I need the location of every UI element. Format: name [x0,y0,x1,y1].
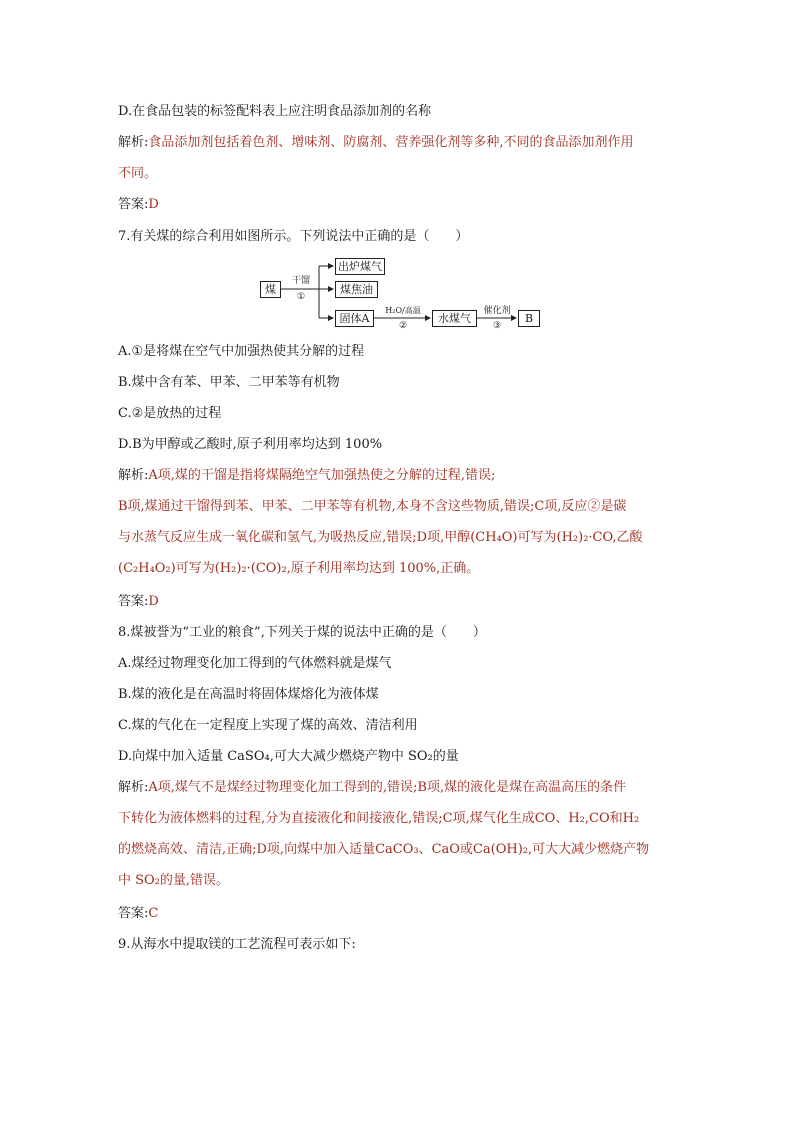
q8-option-a: A.煤经过物理变化加工得到的气体燃料就是煤气 [118,656,392,671]
step3-label: 催化剂 [483,306,511,316]
q6-analysis-line-1 [118,134,634,152]
q7-answer-value: D [148,594,159,609]
q7-option-b: B.煤中含有苯、甲苯、二甲苯等有机物 [118,375,340,390]
step1-label: 干馏 [291,276,310,286]
q7-option-d: D.B为甲醇或乙酸时,原子利用率均达到 100% [118,437,383,452]
q8-option-b: B.煤的液化是在高温时将固体煤熔化为液体煤 [118,687,379,702]
q6-answer [118,196,159,214]
q8-option-c: C.煤的气化在一定程度上实现了煤的高效、清洁利用 [118,718,418,733]
q8-stem: 8.煤被誉为“工业的粮食”,下列关于煤的说法中正确的是（ ） [118,625,486,640]
out-gas-box: 出炉煤气 [335,258,385,275]
water-gas-box: 水煤气 [432,310,477,327]
q8-analysis-line-1 [118,779,626,797]
q7-analysis-line-1 [118,467,495,485]
analysis-label: 解析: [118,468,149,483]
coal-box: 煤 [260,281,281,298]
q8-answer [118,905,158,923]
q7-analysis-line-2: B项,煤通过干馏得到苯、甲苯、二甲苯等有机物,本身不含这些物质,错误;C项,反应②是碳 [118,499,627,514]
q7-answer [118,593,159,611]
step3-number: ③ [492,321,502,331]
q8-analysis-text-1: A项,煤气不是煤经过物理变化加工得到的,错误;B项,煤的液化是煤在高温高压的条件 [148,780,627,795]
coal-tar-box: 煤焦油 [335,281,378,298]
solid-a-box: 固体A [335,310,374,327]
analysis-label: 解析: [118,135,149,150]
q7-analysis-text-1: A项,煤的干馏是指将煤隔绝空气加强热使之分解的过程,错误; [148,468,496,483]
answer-label: 答案: [118,594,149,609]
q7-analysis-line-4: (C₂H₄O₂)可写为(H₂)₂·(CO)₂,原子利用率均达到 100%,正确。 [118,561,480,576]
q7-option-a: A.①是将煤在空气中加强热使其分解的过程 [118,344,365,359]
q8-analysis-line-3: 的燃烧高效、清洁,正确;D项,向煤中加入适量CaCO₃、CaO或Ca(OH)₂,可大大减少燃烧产物 [118,842,650,857]
q8-analysis-line-4: 中 SO₂的量,错误。 [118,873,230,888]
analysis-label: 解析: [118,780,149,795]
q6-analysis-text-1: 食品添加剂包括着色剂、增味剂、防腐剂、营养强化剂等多种,不同的食品添加剂作用 [148,135,634,150]
step2-label: H₂O/高温 [385,306,421,315]
q6-answer-value: D [148,197,159,212]
answer-label: 答案: [118,197,149,212]
q7-analysis-line-3: 与水蒸气反应生成一氧化碳和氢气,为吸热反应,错误;D项,甲醇(CH₄O)可写为(H₂)₂·CO,乙酸 [118,530,643,545]
answer-label: 答案: [118,906,149,921]
product-b-box: B [518,310,540,327]
q7-option-c: C.②是放热的过程 [118,406,222,421]
q9-stem: 9.从海水中提取镁的工艺流程可表示如下: [118,937,356,952]
q6-option-d: D.在食品包装的标签配料表上应注明食品添加剂的名称 [118,104,432,119]
q8-option-d: D.向煤中加入适量 CaSO₄,可大大减少燃烧产物中 SO₂的量 [118,749,459,764]
q6-analysis-line-2: 不同。 [118,166,158,181]
step2-number: ② [398,321,408,331]
q8-answer-value: C [148,906,159,921]
q7-stem: 7.有关煤的综合利用如图所示。下列说法中正确的是（ ） [118,229,469,244]
step1-number: ① [296,292,306,302]
q8-analysis-line-2: 下转化为液体燃料的过程,分为直接液化和间接液化,错误;C项,煤气化生成CO、H₂,CO和H₂ [118,811,640,826]
